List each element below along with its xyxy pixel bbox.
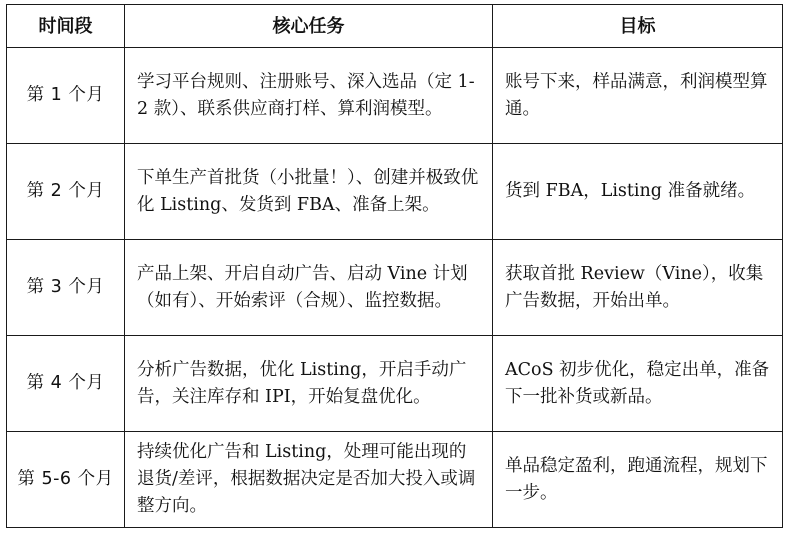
period-cell: 第 5-6 个月 <box>7 432 125 528</box>
period-cell: 第 2 个月 <box>7 144 125 240</box>
table-row <box>7 432 783 528</box>
table-row <box>7 240 783 336</box>
task-cell: 产品上架、开启自动广告、启动 Vine 计划（如有）、开始索评（合规）、监控数据。 <box>125 240 493 336</box>
goal-cell: 获取首批 Review（Vine），收集广告数据，开始出单。 <box>493 240 783 336</box>
table-row <box>7 144 783 240</box>
plan-table <box>6 4 783 528</box>
task-cell: 分析广告数据，优化 Listing，开启手动广告，关注库存和 IPI，开始复盘优化。 <box>125 336 493 432</box>
period-cell: 第 1 个月 <box>7 48 125 144</box>
goal-cell: 账号下来，样品满意，利润模型算通。 <box>493 48 783 144</box>
period-cell: 第 3 个月 <box>7 240 125 336</box>
table-header-row <box>7 5 783 48</box>
task-cell: 学习平台规则、注册账号、深入选品（定 1-2 款）、联系供应商打样、算利润模型。 <box>125 48 493 144</box>
goal-cell: ACoS 初步优化，稳定出单，准备下一批补货或新品。 <box>493 336 783 432</box>
goal-cell: 单品稳定盈利，跑通流程，规划下一步。 <box>493 432 783 528</box>
task-cell: 持续优化广告和 Listing，处理可能出现的退货/差评，根据数据决定是否加大投入或调整方向。 <box>125 432 493 528</box>
plan-table-container <box>6 4 782 527</box>
goal-cell: 货到 FBA，Listing 准备就绪。 <box>493 144 783 240</box>
period-cell: 第 4 个月 <box>7 336 125 432</box>
task-cell: 下单生产首批货（小批量！）、创建并极致优化 Listing、发货到 FBA、准备上架。 <box>125 144 493 240</box>
header-period: 时间段 <box>7 5 125 48</box>
table-row <box>7 336 783 432</box>
header-goal: 目标 <box>493 5 783 48</box>
header-task: 核心任务 <box>125 5 493 48</box>
table-row <box>7 48 783 144</box>
